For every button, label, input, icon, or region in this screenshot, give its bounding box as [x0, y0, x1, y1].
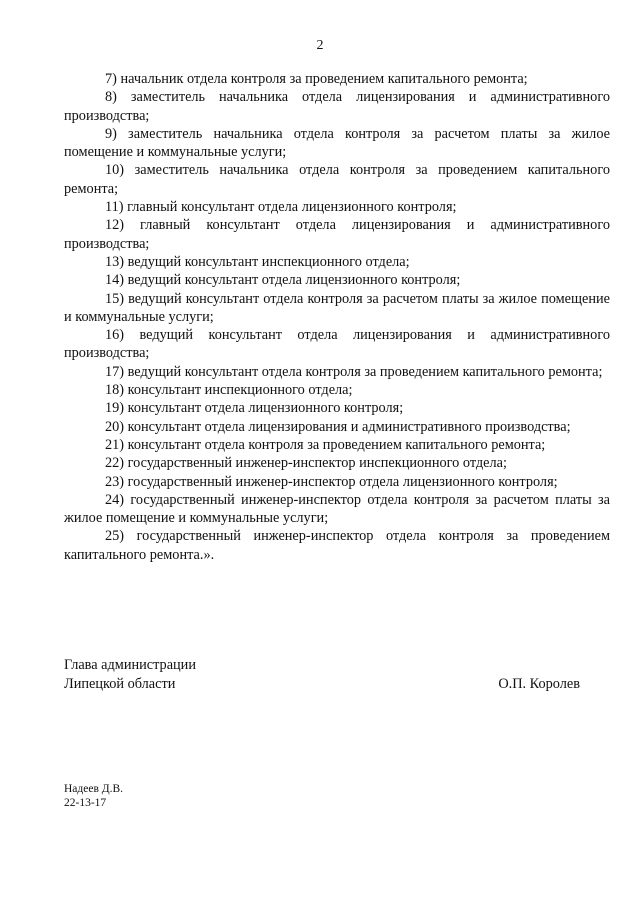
list-item: 22) государственный инженер-инспектор инспекционного отдела; — [105, 455, 507, 472]
signature-block — [64, 656, 610, 694]
list-item: 16) ведущий консультант отдела лицензирования и административного производства; — [64, 327, 610, 362]
position-list — [64, 70, 610, 564]
executor-name: Надеев Д.В. — [64, 783, 124, 795]
list-item: 8) заместитель начальника отдела лицензирования и административного производства; — [64, 89, 610, 124]
signatory-region: Липецкой области — [64, 676, 176, 692]
list-item: 19) консультант отдела лицензионного контроля; — [105, 400, 404, 417]
list-item: 18) консультант инспекционного отдела; — [105, 382, 353, 399]
signatory-position: Глава администрации — [64, 657, 196, 673]
list-item: 23) государственный инженер-инспектор отдела лицензионного контроля; — [105, 473, 558, 490]
list-item: 10) заместитель начальника отдела контроля за проведением капитального ремонта; — [64, 162, 610, 197]
executor-phone: 22-13-17 — [64, 797, 107, 809]
list-item: 7) начальник отдела контроля за проведением капитального ремонта; — [105, 71, 528, 87]
signatory-name: О.П. Королев — [498, 676, 580, 692]
list-item: 11) главный консультант отдела лицензионного контроля; — [105, 199, 457, 216]
list-item: 13) ведущий консультант инспекционного отдела; — [105, 253, 410, 270]
list-item: 21) консультант отдела контроля за проведением капитального ремонта; — [105, 436, 546, 453]
list-item: 9) заместитель начальника отдела контроля за расчетом платы за жилое помещение и коммунальные услуги; — [64, 125, 610, 161]
page-number: 2 — [316, 38, 324, 53]
list-item: 15) ведущий консультант отдела контроля за расчетом платы за жилое помещение и коммунальные услуги; — [64, 290, 610, 325]
list-item: 20) консультант отдела лицензирования и административного производства; — [105, 418, 571, 435]
executor-block — [64, 782, 123, 810]
list-item: 24) государственный инженер-инспектор отдела контроля за расчетом платы за жилое помещение и коммунальные услуги; — [64, 491, 610, 527]
list-item: 25) государственный инженер-инспектор отдела контроля за проведением капитального ремонта.». — [64, 528, 610, 563]
list-item: 12) главный консультант отдела лицензирования и административного производства; — [64, 217, 610, 252]
list-item: 14) ведущий консультант отдела лицензионного контроля; — [105, 272, 461, 289]
list-item: 17) ведущий консультант отдела контроля за проведением капитального ремонта; — [105, 363, 603, 380]
signature-line — [64, 675, 610, 694]
